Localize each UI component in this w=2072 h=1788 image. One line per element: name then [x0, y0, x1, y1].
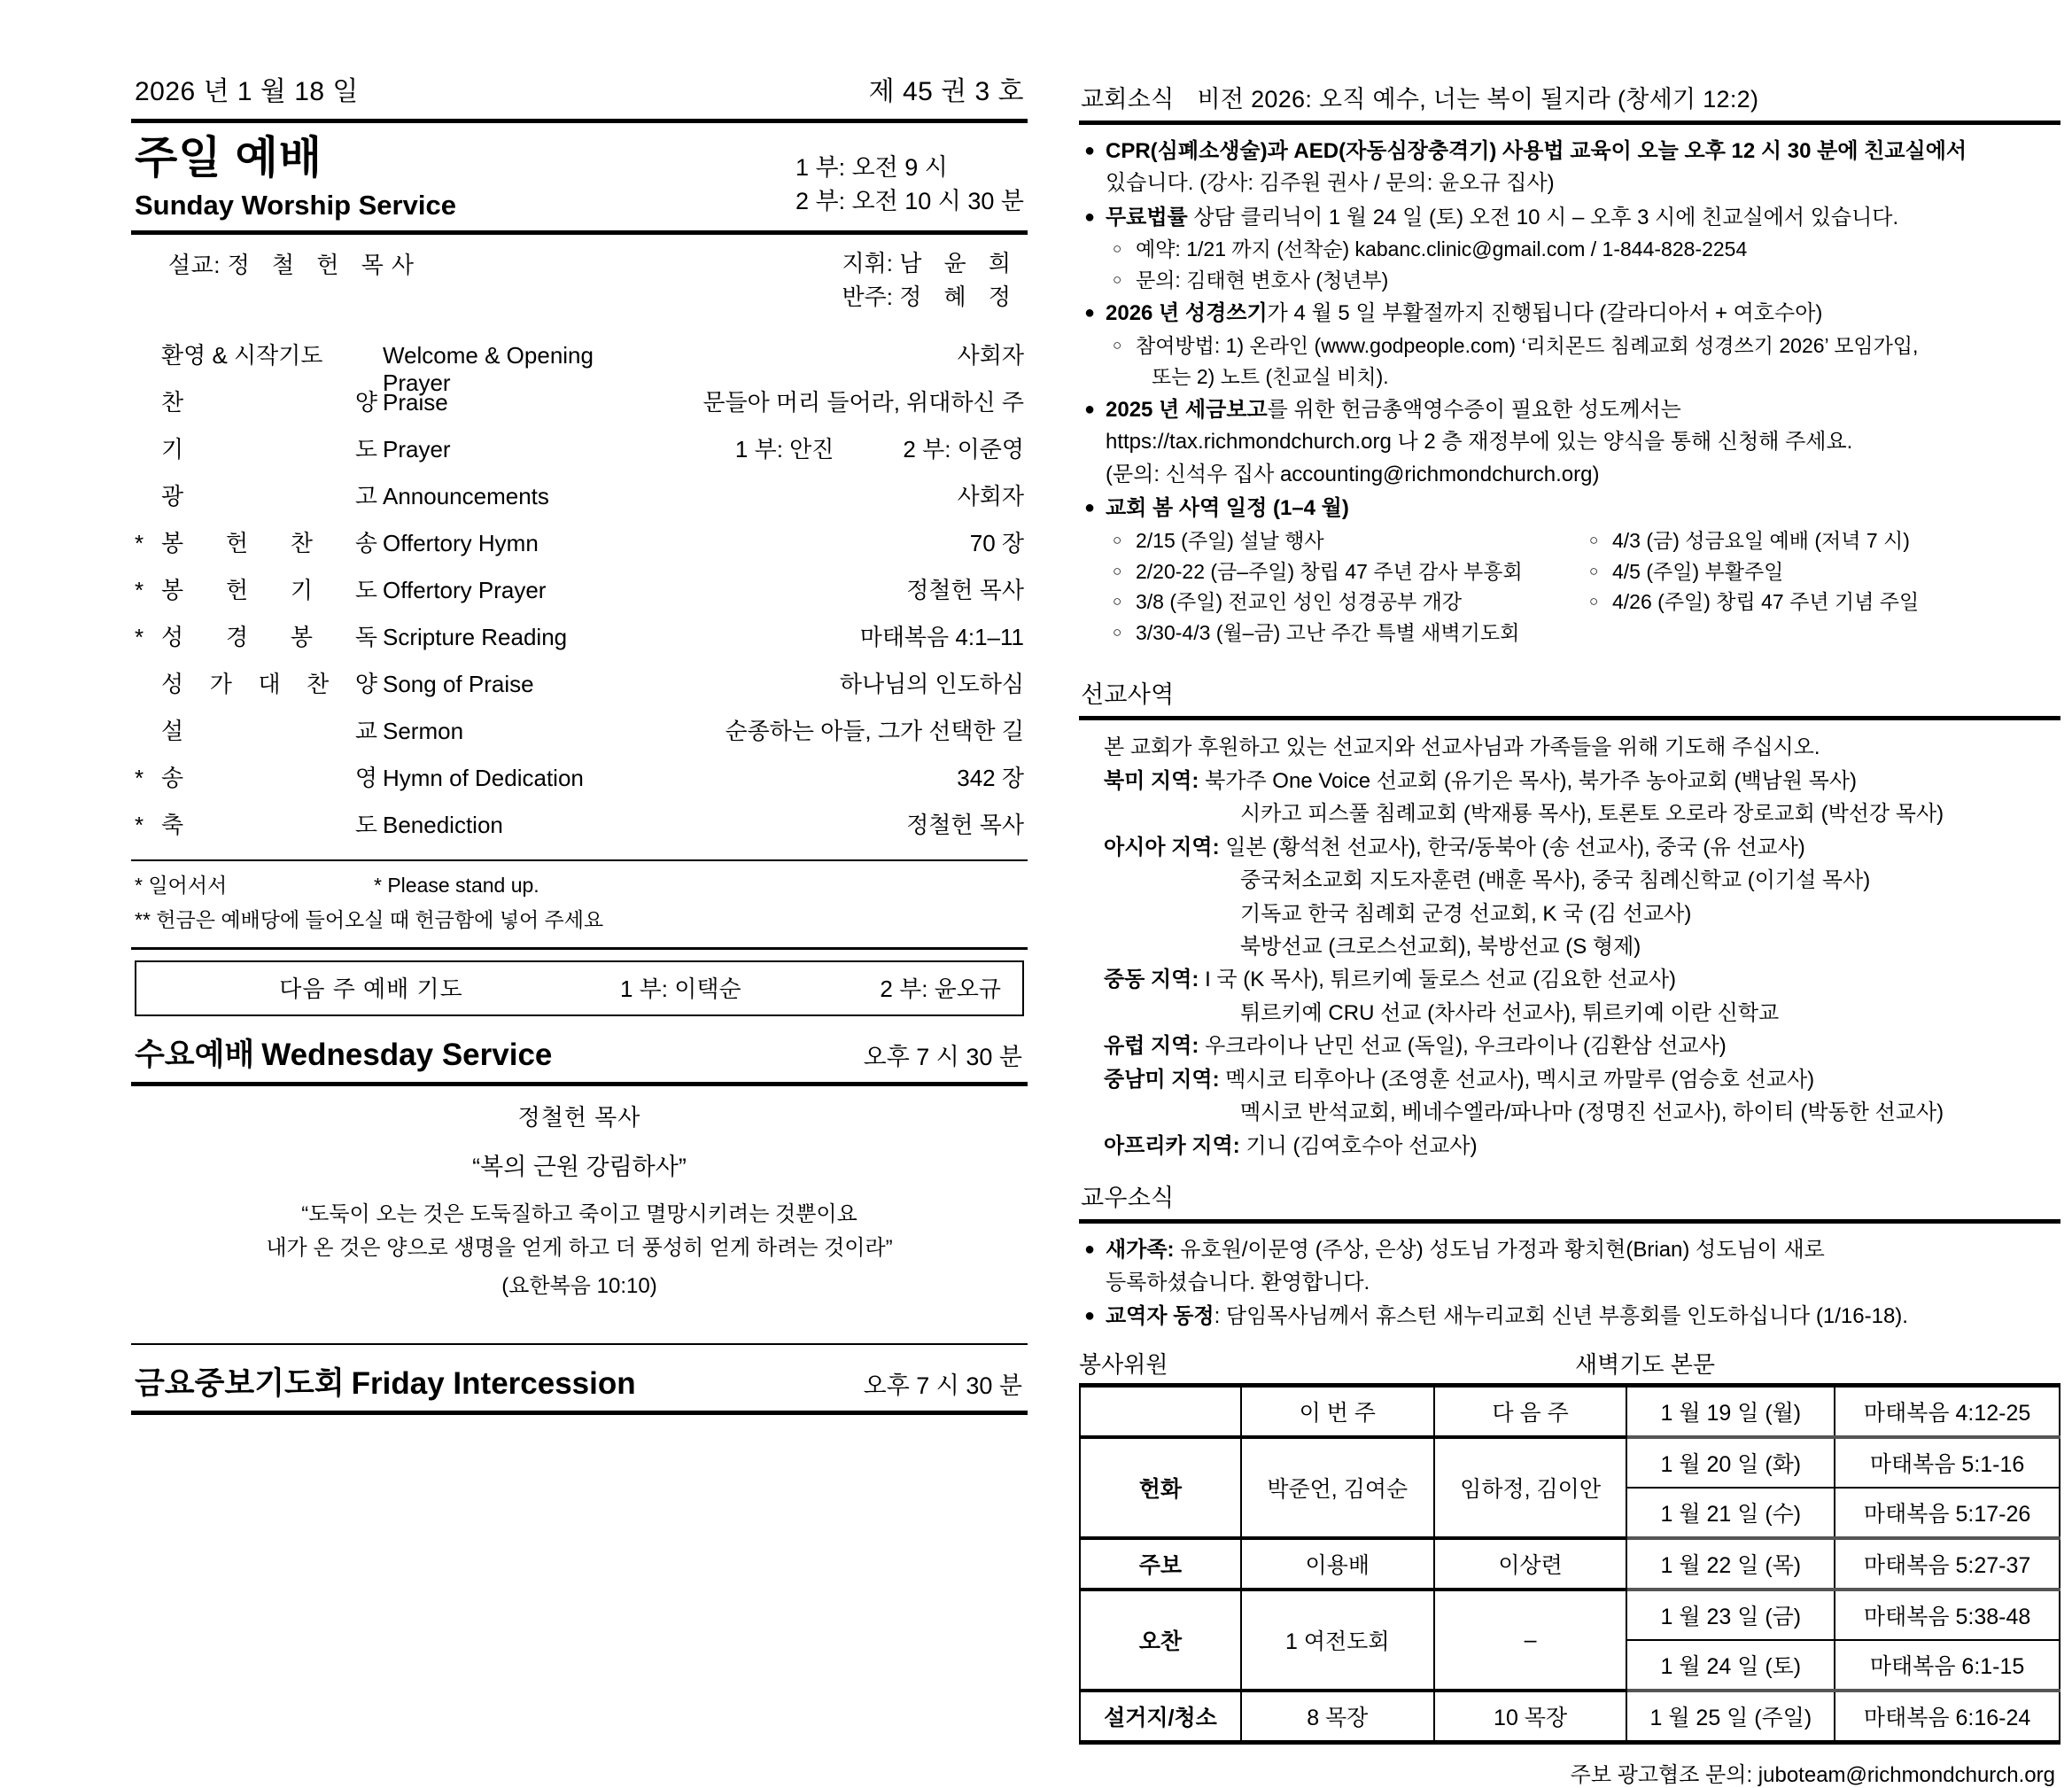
spring-schedule-text: 4/26 (주일) 창립 47 주년 기념 주일 [1612, 590, 1920, 614]
news-sub-item [1106, 265, 2059, 296]
service-time-second: 2 부: 오전 10 시 30 분 [795, 187, 1024, 214]
bullet-icon: ● [1084, 303, 1096, 323]
dawn-passage-cell: 마태복음 5:17-26 [1835, 1488, 2060, 1538]
mission-region-row [1081, 1130, 2059, 1162]
order-detail: 342 장 [957, 764, 1024, 791]
order-label-ko: 성 가 대 찬 양 [161, 670, 377, 697]
news-item [1081, 136, 2059, 200]
worship-leaders [131, 235, 1028, 328]
duty-type-cell: 헌화 [1080, 1437, 1241, 1538]
bullet-icon: ● [1084, 1306, 1096, 1325]
friday-name-en: Friday Intercession [351, 1366, 636, 1402]
news-line-emphasis: 무료법률 [1106, 205, 1188, 229]
service-times [795, 151, 1024, 224]
wednesday-verse-line-1: “도둑이 오는 것은 도둑질하고 죽이고 멸망시키려는 것뿐이요 [301, 1201, 858, 1226]
member-news-item [1081, 1301, 2059, 1333]
friday-service-banner [131, 1345, 1028, 1411]
duty-type-cell: 오찬 [1080, 1590, 1241, 1691]
masthead-titles [135, 132, 456, 223]
bulletin-issue: 제 45 권 3 호 [868, 77, 1024, 106]
date-issue-row [131, 69, 1028, 119]
mission-region-entries: 일본 (황석천 선교사), 한국/동북아 (송 선교사), 중국 (유 선교사) [1225, 835, 1805, 859]
members-news-list [1081, 1234, 2059, 1333]
sub-bullet-icon: ○ [1113, 531, 1122, 548]
member-news-rest: 유호원/이문영 (주상, 은상) 성도님 가정과 황치현(Brian) 성도님이 새로 [1174, 1238, 1825, 1263]
standing-marker: * [135, 529, 144, 556]
standing-marker: * [135, 623, 144, 650]
standing-marker: * [135, 576, 144, 603]
order-label-en: Welcome & Opening Prayer [383, 341, 594, 396]
order-label-ko: 성 경 봉 독 [161, 623, 377, 650]
duty-this-week-cell: 1 여전도회 [1241, 1590, 1434, 1691]
wednesday-service-name [135, 1030, 552, 1075]
dawn-prayer-label: 새벽기도 본문 [1575, 1351, 1715, 1379]
conductor [842, 247, 1020, 281]
mission-region-entries: 멕시코 티후아나 (조영훈 선교사), 멕시코 까말루 (엄승호 선교사) [1225, 1067, 1815, 1092]
table-header-row [1080, 1386, 2060, 1438]
wednesday-sermon-title: “복의 근원 강림하사” [472, 1153, 687, 1180]
duty-corner-cell [1080, 1386, 1241, 1438]
duty-next-week-cell: 이상련 [1434, 1538, 1627, 1590]
order-label-en: Offertory Hymn [383, 529, 539, 556]
missions-list [1081, 765, 2059, 1162]
table-row [1080, 1691, 2060, 1743]
preacher [168, 247, 422, 280]
next-week-prayer-second: 2 부: 윤오규 [880, 975, 1001, 1002]
spring-schedule-list [1582, 525, 2059, 618]
page-title-ko: 주일 예배 [135, 133, 323, 183]
members-news-heading [1079, 1164, 2060, 1219]
spring-schedule-text: 3/30-4/3 (월–금) 고난 주간 특별 새벽기도회 [1136, 621, 1520, 645]
friday-name-ko: 금요중보기도회 [135, 1366, 345, 1402]
accompanist [842, 281, 1020, 315]
order-of-worship [131, 329, 1028, 859]
accompanist-name: 정 혜 정 [899, 283, 1019, 310]
standing-marker: * [135, 764, 144, 791]
order-label-en: Prayer [383, 435, 451, 463]
sub-bullet-icon: ○ [1113, 562, 1122, 579]
order-detail: 70 장 [969, 529, 1024, 556]
order-label-ko: 송 영 [161, 764, 377, 791]
dawn-date-cell: 1 월 25 일 (주일) [1626, 1691, 1835, 1743]
bullet-icon: ● [1084, 399, 1096, 419]
members-news-body [1079, 1224, 2060, 1336]
spring-schedule-entry [1582, 556, 2059, 587]
news-sub-item [1106, 361, 2059, 393]
mission-region-entries: 우크라이나 난민 선교 (독일), 우크라이나 (김환삼 선교사) [1205, 1034, 1727, 1059]
church-vision-statement: 비전 2026: 오직 예수, 너는 복이 될지라 (창세기 12:2) [1197, 86, 1759, 113]
news-line-emphasis: 2026 년 성경쓰기 [1106, 301, 1268, 326]
spring-schedule-title-text: 교회 봄 사역 일정 (1–4 월) [1106, 496, 1349, 521]
worship-footnotes [131, 861, 1028, 947]
sub-bullet-icon: ○ [1589, 531, 1599, 548]
bulletin-contact-footer: 주보 광고협조 문의: juboteam@richmondchurch.org [1570, 1763, 2055, 1788]
news-sub-text: 문의: 김태현 변호사 (청년부) [1136, 268, 1389, 292]
duty-this-week-cell: 이용배 [1241, 1538, 1434, 1590]
news-sub-list [1106, 330, 2059, 393]
dawn-date-cell: 1 월 19 일 (월) [1626, 1386, 1835, 1438]
duty-this-week-cell: 박준언, 김여순 [1241, 1437, 1434, 1538]
order-row [135, 385, 1024, 431]
duty-column-header: 다 음 주 [1434, 1386, 1627, 1438]
mission-region-row [1081, 831, 2059, 864]
news-sub-text: 예약: 1/21 까지 (선착순) kabanc.clinic@gmail.com / 1-844-828-2254 [1136, 237, 1748, 261]
preacher-name: 정 철 헌 목사 [227, 252, 422, 279]
wednesday-verse-line-2: 내가 온 것은 양으로 생명을 얻게 하고 더 풍성히 얻게 하려는 것이라” [266, 1236, 893, 1261]
order-detail: 정철헌 목사 [906, 811, 1024, 838]
spring-schedule-entry [1106, 618, 1582, 649]
mission-region-continuation: 시카고 피스풀 침례교회 (박재룡 목사), 토론토 오로라 장로교회 (박선강 목사) [1240, 802, 1944, 827]
dawn-date-cell: 1 월 24 일 (토) [1626, 1640, 1835, 1691]
news-item [1081, 202, 2059, 296]
order-row [135, 619, 1024, 666]
spring-schedule-grid [1106, 525, 2059, 649]
news-sub-item [1106, 234, 2059, 265]
footnote-offering: ** 헌금은 예배당에 들어오실 때 헌금함에 넣어 주세요 [135, 908, 604, 932]
order-label-en: Announcements [383, 482, 549, 509]
order-row [135, 525, 1024, 572]
preacher-label: 설교: [168, 252, 221, 279]
mission-region-name: 중남미 지역: [1104, 1067, 1226, 1092]
mission-region-entries: I 국 (K 목사), 튀르키예 둘로스 선교 (김요한 선교사) [1205, 968, 1677, 992]
spring-schedule-column-left [1106, 525, 1582, 649]
wednesday-speaker: 정철헌 목사 [517, 1103, 641, 1131]
mission-region-continuation: 멕시코 반석교회, 베네수엘라/파나마 (정명진 선교사), 하이티 (박동한 선교사) [1240, 1100, 1944, 1125]
order-label-en: Sermon [383, 717, 464, 744]
order-detail: 순종하는 아들, 그가 선택한 길 [725, 717, 1024, 744]
music-leaders [842, 247, 1020, 314]
order-detail: 마태복음 4:1–11 [859, 623, 1024, 650]
news-line [1106, 136, 2059, 167]
table-row [1080, 1538, 2060, 1590]
members-news-label: 교우소식 [1081, 1185, 1175, 1212]
next-week-prayer-title: 다음 주 예배 기도 [279, 975, 463, 1002]
news-sub-text: 참여방법: 1) 온라인 (www.godpeople.com) ‘리치몬드 침례교회 성경쓰기 2026’ 모임가입, [1136, 333, 1919, 357]
footnote-stand-en: * Please stand up. [374, 873, 539, 897]
news-line: (문의: 신석우 집사 accounting@richmondchurch.org) [1106, 462, 1600, 486]
news-line-emphasis: CPR(심폐소생술)과 AED(자동심장충격기) 사용법 교육이 오늘 오후 12 시 30 분에 친교실에서 [1106, 139, 1967, 163]
spring-schedule-text: 2/15 (주일) 설날 행사 [1136, 528, 1324, 552]
conductor-name: 남 윤 희 [899, 250, 1019, 277]
left-column [131, 69, 1028, 1415]
divider-friday [131, 1411, 1028, 1415]
sub-bullet-icon: ○ [1589, 562, 1599, 579]
order-row [135, 572, 1024, 619]
accompanist-label: 반주: [842, 283, 893, 310]
dawn-passage-cell: 마태복음 4:12-25 [1835, 1386, 2060, 1438]
order-label-ko: 광 고 [161, 482, 377, 509]
news-sub-text: 또는 2) 노트 (친교실 비치). [1152, 364, 1389, 388]
standing-marker: * [135, 811, 144, 838]
order-label-en: Song of Praise [383, 670, 534, 697]
spring-schedule-text: 2/20-22 (금–주일) 창립 47 주년 감사 부흥회 [1136, 559, 1523, 583]
missions-intro: 본 교회가 후원하고 있는 선교지와 선교사님과 가족들을 위해 기도해 주십시오. [1104, 735, 1820, 760]
wednesday-verse-reference: (요한복음 10:10) [501, 1274, 657, 1299]
news-line-emphasis: 2025 년 세금보고 [1106, 397, 1268, 422]
member-news-line: 등록하셨습니다. 환영합니다. [1106, 1270, 1370, 1294]
news-line [1106, 394, 2059, 426]
member-news-item [1081, 1234, 2059, 1299]
duty-label: 봉사위원 [1079, 1351, 1168, 1379]
church-news-list [1081, 136, 2059, 649]
spring-schedule-text: 3/8 (주일) 전교인 성인 성경공부 개강 [1136, 590, 1463, 614]
news-line: https://tax.richmondchurch.org 나 2 층 재정부에 있는 양식을 통해 신청해 주세요. [1106, 430, 1853, 455]
spring-schedule-item [1081, 493, 2059, 649]
order-detail-second-service: 2 부: 이준영 [903, 435, 1024, 463]
spacer [131, 1308, 1028, 1343]
missions-label: 선교사역 [1081, 681, 1175, 709]
spring-schedule-entry [1106, 556, 1582, 587]
wednesday-name-en: Wednesday Service [261, 1037, 553, 1072]
news-sub-list [1106, 234, 2059, 296]
spring-schedule-text: 4/5 (주일) 부활주일 [1612, 559, 1784, 583]
duty-type-cell: 설거지/청소 [1080, 1691, 1241, 1743]
duty-and-dawn-table [1079, 1383, 2060, 1745]
duty-this-week-cell: 8 목장 [1241, 1691, 1434, 1743]
sub-bullet-icon: ○ [1589, 593, 1599, 610]
mission-region-continuation: 북방선교 (크로스선교회), 북방선교 (S 형제) [1240, 935, 1641, 959]
order-label-en: Offertory Prayer [383, 576, 547, 603]
order-detail: 정철헌 목사 [906, 576, 1024, 603]
dawn-date-cell: 1 월 21 일 (수) [1626, 1488, 1835, 1538]
order-row [135, 338, 1024, 396]
order-label-ko: 환영 & 시작기도 [161, 341, 323, 369]
order-label-ko: 찬 양 [161, 388, 377, 416]
church-news-label: 교회소식 [1081, 86, 1175, 113]
order-label-en: Scripture Reading [383, 623, 568, 650]
church-news-heading [1079, 80, 2060, 120]
friday-service-time: 오후 7 시 30 분 [863, 1372, 1022, 1400]
dawn-date-cell: 1 월 23 일 (금) [1626, 1590, 1835, 1640]
page-title-en: Sunday Worship Service [135, 190, 456, 221]
mission-region-row [1081, 1030, 2059, 1062]
spring-schedule-entry [1582, 587, 2059, 618]
member-news-rest: : 담임목사님께서 휴스턴 새누리교회 신년 부흥회를 인도하십니다 (1/16-18). [1214, 1304, 1908, 1328]
sub-bullet-icon: ○ [1113, 624, 1122, 641]
order-row [135, 666, 1024, 713]
table-row [1080, 1590, 2060, 1640]
dawn-passage-cell: 마태복음 5:27-37 [1835, 1538, 2060, 1590]
order-label-ko: 축 도 [161, 811, 377, 838]
order-label-en: Praise [383, 388, 448, 416]
bullet-icon: ● [1084, 1240, 1096, 1260]
order-detail: 문들아 머리 들어라, 위대하신 주 [702, 388, 1024, 416]
missions-heading [1079, 652, 2060, 716]
duty-next-week-cell: 임하정, 김이안 [1434, 1437, 1627, 1538]
divider-footnotes [131, 947, 1028, 950]
mission-region-entries: 북가주 One Voice 선교회 (유기은 목사), 북가주 농아교회 (백남원 목사) [1205, 768, 1858, 793]
spring-schedule-entry [1582, 525, 2059, 556]
duty-column-header: 이 번 주 [1241, 1386, 1434, 1438]
mission-region-row [1081, 765, 2059, 797]
next-week-prayer-first: 1 부: 이택순 [620, 975, 741, 1002]
order-label-ko: 봉 헌 기 도 [161, 576, 377, 603]
wednesday-service-body [131, 1086, 1028, 1308]
news-line: 있습니다. (강사: 김주원 권사 / 문의: 윤오규 집사) [1106, 171, 1555, 196]
member-news-emphasis: 새가족: [1106, 1238, 1175, 1263]
mission-region-name: 중동 지역: [1104, 968, 1206, 992]
spring-schedule-entry [1106, 587, 1582, 618]
right-column [1079, 80, 2060, 1788]
news-line [1106, 202, 2059, 234]
order-row [135, 431, 1024, 478]
church-news-body [1079, 125, 2060, 652]
dawn-passage-cell: 마태복음 6:1-15 [1835, 1640, 2060, 1691]
member-news-line [1106, 1301, 2059, 1333]
duty-table-labels [1079, 1336, 2060, 1383]
order-detail [648, 431, 1024, 464]
member-news-emphasis: 교역자 동정 [1106, 1304, 1214, 1328]
news-line [1106, 298, 2059, 330]
order-label-ko: 기 도 [161, 435, 377, 463]
mission-region-entries: 기니 (김여호수아 선교사) [1246, 1133, 1478, 1158]
news-line-rest: 를 위한 헌금총액영수증이 필요한 성도께서는 [1267, 397, 1681, 422]
order-detail: 사회자 [957, 482, 1024, 509]
spring-schedule-column-right [1582, 525, 2059, 649]
service-time-first: 1 부: 오전 9 시 [795, 153, 948, 181]
bulletin-date: 2026 년 1 월 18 일 [135, 77, 359, 106]
sub-bullet-icon: ○ [1113, 336, 1122, 354]
mission-region-row [1081, 1063, 2059, 1096]
order-detail: 하나님의 인도하심 [839, 670, 1024, 697]
footnote-stand-ko: * 일어서서 [135, 873, 228, 897]
wednesday-service-banner [131, 1016, 1028, 1082]
wednesday-name-ko: 수요예배 [135, 1037, 255, 1072]
mission-region-name: 아시아 지역: [1104, 835, 1226, 859]
spring-schedule-list [1106, 525, 1582, 649]
wednesday-service-time: 오후 7 시 30 분 [863, 1043, 1022, 1070]
order-row [135, 760, 1024, 807]
spring-schedule-entry [1106, 525, 1582, 556]
order-row [135, 807, 1024, 854]
order-detail: 사회자 [957, 341, 1024, 369]
dawn-passage-cell: 마태복음 6:16-24 [1835, 1691, 2060, 1743]
masthead [131, 123, 1028, 230]
member-news-line [1106, 1234, 2059, 1266]
bullet-icon: ● [1084, 206, 1096, 227]
next-week-prayer-box [135, 960, 1024, 1016]
mission-region-name: 유럽 지역: [1104, 1034, 1206, 1059]
mission-region-continuation: 중국처소교회 지도자훈련 (배훈 목사), 중국 침례신학교 (이기설 목사) [1240, 868, 1871, 893]
order-label-en: Hymn of Dedication [383, 764, 584, 791]
mission-region-name: 아프리카 지역: [1104, 1133, 1246, 1158]
dawn-passage-cell: 마태복음 5:38-48 [1835, 1590, 2060, 1640]
spring-schedule-text: 4/3 (금) 성금요일 예배 (저녁 7 시) [1612, 528, 1910, 552]
mission-region-continuation: 기독교 한국 침례회 군경 선교회, K 국 (김 선교사) [1240, 901, 1692, 926]
table-row [1080, 1437, 2060, 1488]
mission-region-row [1081, 963, 2059, 996]
news-line-rest: 상담 클리닉이 1 월 24 일 (토) 오전 10 시 – 오후 3 시에 친교실에서 있습니다. [1187, 205, 1899, 229]
duty-type-cell: 주보 [1080, 1538, 1241, 1590]
news-line-rest: 가 4 월 5 일 부활절까지 진행됩니다 (갈라디아서 + 여호수아) [1267, 301, 1823, 326]
dawn-passage-cell: 마태복음 5:1-16 [1835, 1437, 2060, 1488]
footnote-stand [135, 868, 1024, 904]
duty-next-week-cell: – [1434, 1590, 1627, 1691]
friday-service-name [135, 1359, 636, 1403]
mission-region-name: 북미 지역: [1104, 768, 1206, 793]
duty-next-week-cell: 10 목장 [1434, 1691, 1627, 1743]
dawn-date-cell: 1 월 22 일 (목) [1626, 1538, 1835, 1590]
missions-body [1079, 720, 2060, 1164]
mission-region-continuation: 튀르키예 CRU 선교 (차사라 선교사), 튀르키예 이란 신학교 [1240, 1000, 1780, 1025]
news-item [1081, 298, 2059, 392]
bullet-icon: ● [1084, 498, 1096, 518]
sub-bullet-icon: ○ [1113, 240, 1122, 258]
spring-schedule-title [1106, 493, 2059, 525]
bullet-icon: ● [1084, 141, 1096, 160]
order-label-ko: 봉 헌 찬 송 [161, 529, 377, 556]
order-row [135, 478, 1024, 525]
conductor-label: 지휘: [842, 250, 893, 277]
order-detail-first-service: 1 부: 안진 [734, 435, 834, 463]
order-label-en: Benediction [383, 811, 503, 838]
news-item [1081, 394, 2059, 491]
sub-bullet-icon: ○ [1113, 593, 1122, 610]
news-sub-item [1106, 330, 2059, 361]
dawn-date-cell: 1 월 20 일 (화) [1626, 1437, 1835, 1488]
order-label-ko: 설 교 [161, 717, 377, 744]
sub-bullet-icon: ○ [1113, 271, 1122, 289]
order-row [135, 713, 1024, 760]
